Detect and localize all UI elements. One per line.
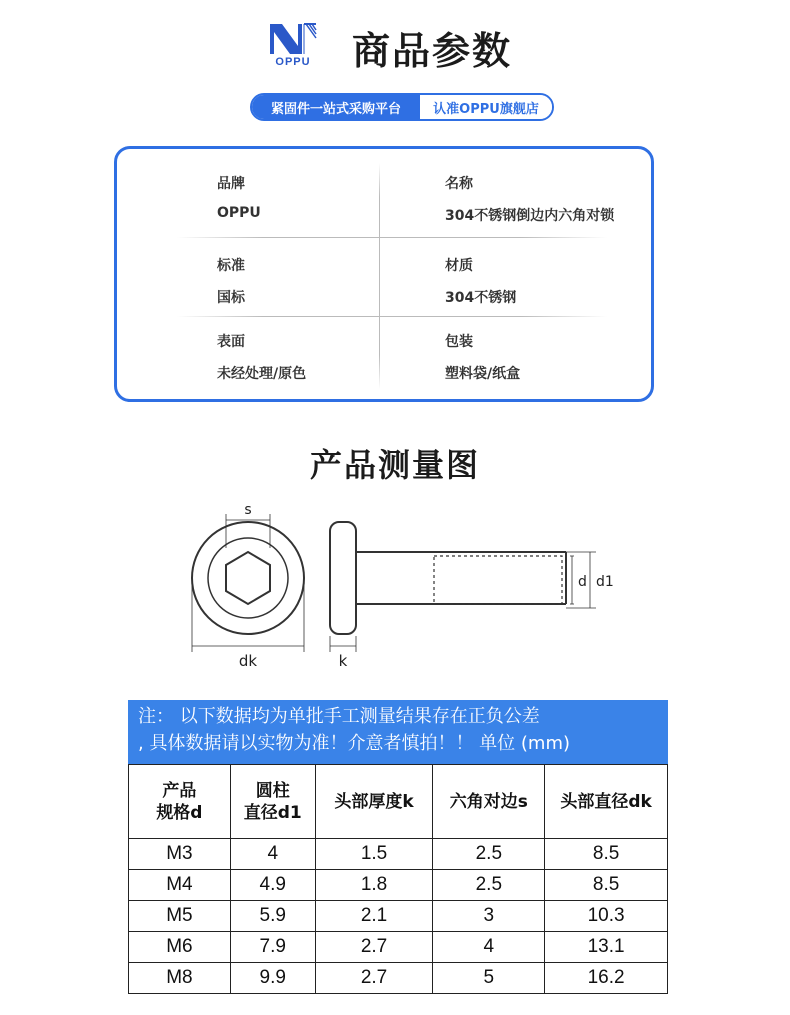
col-header-diameter (230, 765, 315, 839)
table-cell: 4 (433, 932, 545, 963)
table-cell: 4.9 (230, 870, 315, 901)
spec-panel (114, 146, 654, 402)
header-line: 规格d (156, 802, 203, 823)
spec-divider-2 (177, 316, 607, 317)
store-banner[interactable] (250, 93, 554, 121)
spec-label: 品牌 (217, 176, 245, 192)
bolt-side-view (330, 522, 596, 652)
table-cell: 1.5 (315, 839, 433, 870)
spec-value: 304不锈钢 (445, 290, 517, 306)
table-row (129, 963, 668, 994)
label-s: s (244, 502, 252, 518)
spec-label: 包装 (445, 334, 473, 350)
table-cell: 10.3 (545, 901, 668, 932)
bolt-front-view (192, 514, 304, 652)
table-cell: 7.9 (230, 932, 315, 963)
table-cell: 2.1 (315, 901, 433, 932)
spec-item-surface (217, 331, 306, 383)
label-d1: d1 (596, 574, 614, 590)
notice-line-2: , 具体数据请以实物为准！介意者慎拍！！ 单位 (mm) (138, 733, 570, 754)
spec-label: 标准 (217, 258, 245, 274)
table-header-row (129, 765, 668, 839)
spec-value: 塑料袋/纸盒 (445, 366, 521, 382)
spec-item-material (445, 255, 516, 307)
table-cell: M6 (129, 932, 231, 963)
measure-section-title: 产品测量图 (309, 446, 480, 484)
spec-value: OPPU (217, 205, 261, 221)
table-cell: 2.7 (315, 963, 433, 994)
store-banner-slogan: 紧固件一站式采购平台 (252, 95, 420, 119)
header-line: 直径d1 (243, 802, 302, 823)
table-cell: 5 (433, 963, 545, 994)
brand-logo-text: OPPU (275, 56, 311, 68)
spec-label: 材质 (445, 258, 473, 274)
table-cell: 13.1 (545, 932, 668, 963)
table-cell: M8 (129, 963, 231, 994)
table-cell: 1.8 (315, 870, 433, 901)
spec-vertical-divider (379, 163, 380, 389)
table-cell: 2.7 (315, 932, 433, 963)
spec-item-standard (217, 255, 245, 307)
page-title: 商品参数 (352, 29, 513, 73)
col-header-hex-across: 六角对边s (433, 765, 545, 839)
spec-value: 未经处理/原色 (217, 366, 307, 382)
table-cell: 9.9 (230, 963, 315, 994)
header-line: 圆柱 (255, 780, 290, 801)
label-dk: dk (238, 652, 258, 670)
table-cell: 2.5 (433, 870, 545, 901)
label-k: k (338, 652, 348, 670)
col-header-head-thickness: 头部厚度k (315, 765, 433, 839)
table-cell: 4 (230, 839, 315, 870)
size-table (128, 764, 668, 994)
spec-divider-1 (177, 237, 607, 238)
notice-line-1: 注： 以下数据均为单批手工测量结果存在正负公差 (138, 706, 540, 727)
table-row (129, 932, 668, 963)
table-row (129, 839, 668, 870)
brand-logo-icon (268, 22, 318, 56)
spec-value: 国标 (217, 290, 245, 306)
table-cell: 8.5 (545, 870, 668, 901)
table-row (129, 870, 668, 901)
spec-item-brand (217, 173, 261, 221)
table-cell: 2.5 (433, 839, 545, 870)
table-cell: 8.5 (545, 839, 668, 870)
table-cell: 5.9 (230, 901, 315, 932)
table-cell: M4 (129, 870, 231, 901)
spec-label: 名称 (445, 176, 473, 192)
spec-item-name (445, 173, 614, 225)
header-line: 产品 (162, 780, 197, 801)
label-d: d (578, 574, 587, 590)
measurement-diagram (180, 500, 620, 675)
table-cell: 3 (433, 901, 545, 932)
spec-item-packaging (445, 331, 520, 383)
table-cell: M3 (129, 839, 231, 870)
store-banner-link[interactable]: 认准OPPU旗舰店 (420, 95, 552, 119)
measurement-notice (128, 700, 668, 764)
table-cell: 16.2 (545, 963, 668, 994)
table-cell: M5 (129, 901, 231, 932)
brand-logo (268, 22, 334, 74)
spec-label: 表面 (217, 334, 245, 350)
col-header-head-diameter: 头部直径dk (545, 765, 668, 839)
spec-value: 304不锈钢倒边内六角对锁 (445, 208, 615, 224)
col-header-spec (129, 765, 231, 839)
table-row (129, 901, 668, 932)
